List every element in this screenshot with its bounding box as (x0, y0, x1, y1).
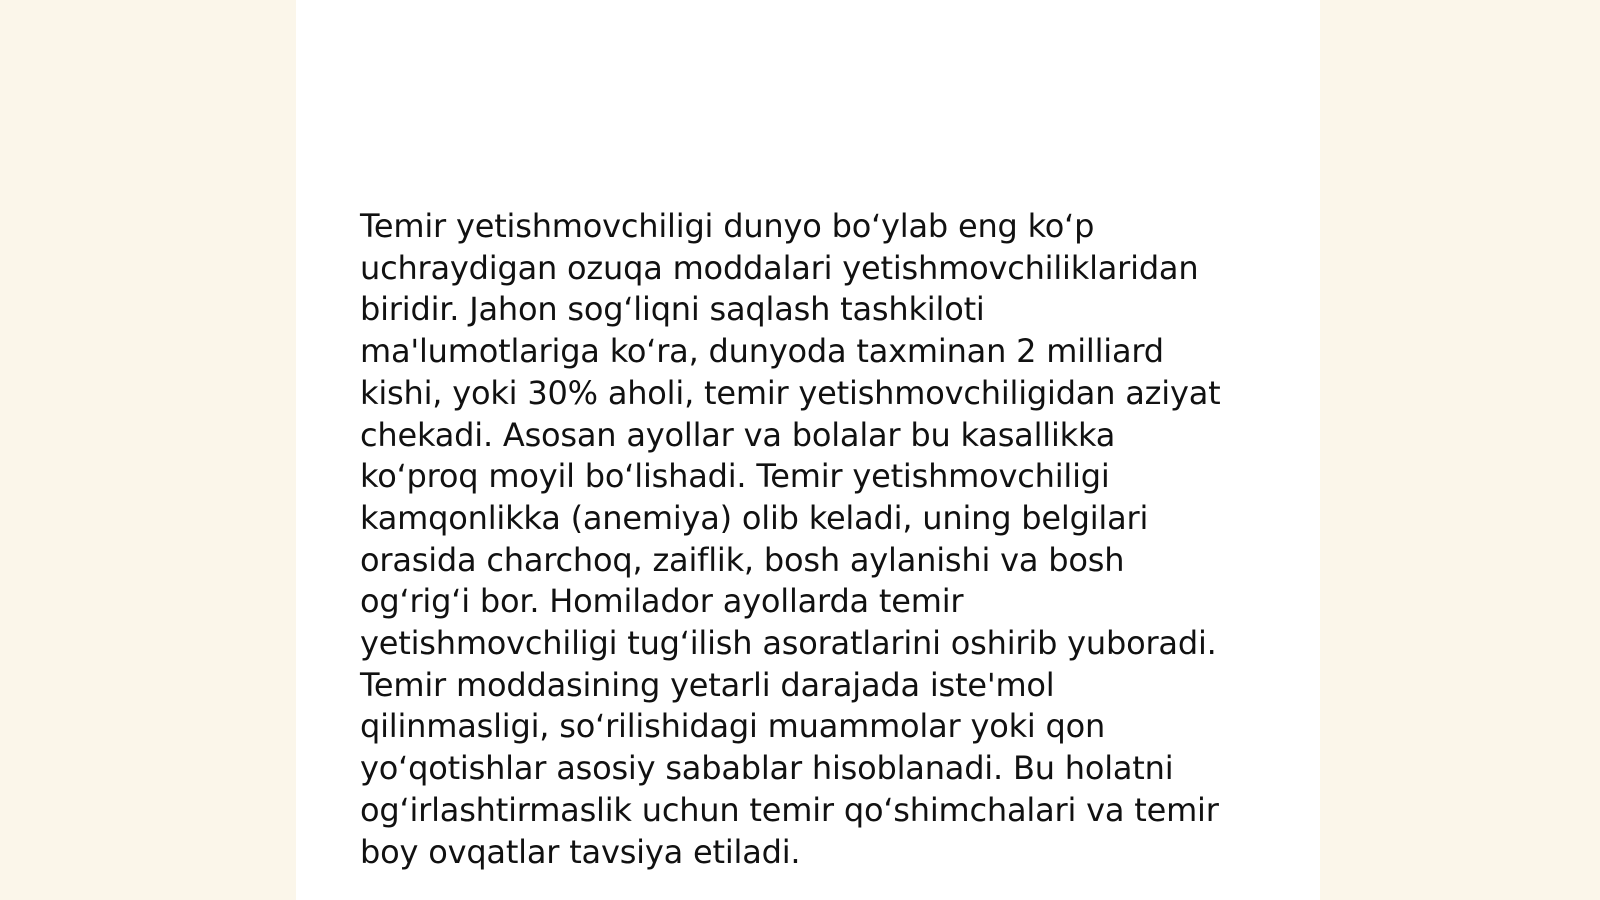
document-page (296, 0, 1320, 900)
paragraph-line: boy ovqatlar tavsiya etiladi. (360, 832, 801, 871)
paragraph-line: Temir yetishmovchiligi dunyo bo‘ylab eng ko‘p (360, 207, 1095, 245)
paragraph-line: kamqonlikka (anemiya) olib keladi, uning belgilari (360, 498, 1149, 537)
paragraph-line: chekadi. Asosan ayollar va bolalar bu kasallikka (360, 415, 1116, 454)
paragraph-line: ko‘proq moyil bo‘lishadi. Temir yetishmovchiligi (360, 457, 1110, 496)
paragraph-line: og‘rig‘i bor. Homilador ayollarda temir (360, 582, 964, 621)
paragraph-line: biridir. Jahon sog‘liqni saqlash tashkiloti (360, 290, 985, 329)
paragraph-line: orasida charchoq, zaiflik, bosh aylanishi va bosh (360, 540, 1125, 579)
paragraph-line: yo‘qotishlar asosiy sabablar hisoblanadi. Bu holatni (360, 749, 1174, 788)
paragraph-line: og‘irlashtirmaslik uchun temir qo‘shimchalari va temir (360, 790, 1219, 829)
paragraph-line: ma'lumotlariga ko‘ra, dunyoda taxminan 2 milliard (360, 332, 1164, 371)
paragraph-line: kishi, yoki 30% aholi, temir yetishmovchiligidan aziyat (360, 373, 1221, 412)
body-paragraph (360, 206, 1250, 873)
paragraph-line: uchraydigan ozuqa moddalari yetishmovchiliklaridan (360, 248, 1199, 287)
paragraph-line: Temir moddasining yetarli darajada iste'mol (360, 665, 1055, 704)
paragraph-line: qilinmasligi, so‘rilishidagi muammolar yoki qon (360, 707, 1106, 746)
paragraph-line: yetishmovchiligi tug‘ilish asoratlarini oshirib yuboradi. (360, 624, 1217, 663)
